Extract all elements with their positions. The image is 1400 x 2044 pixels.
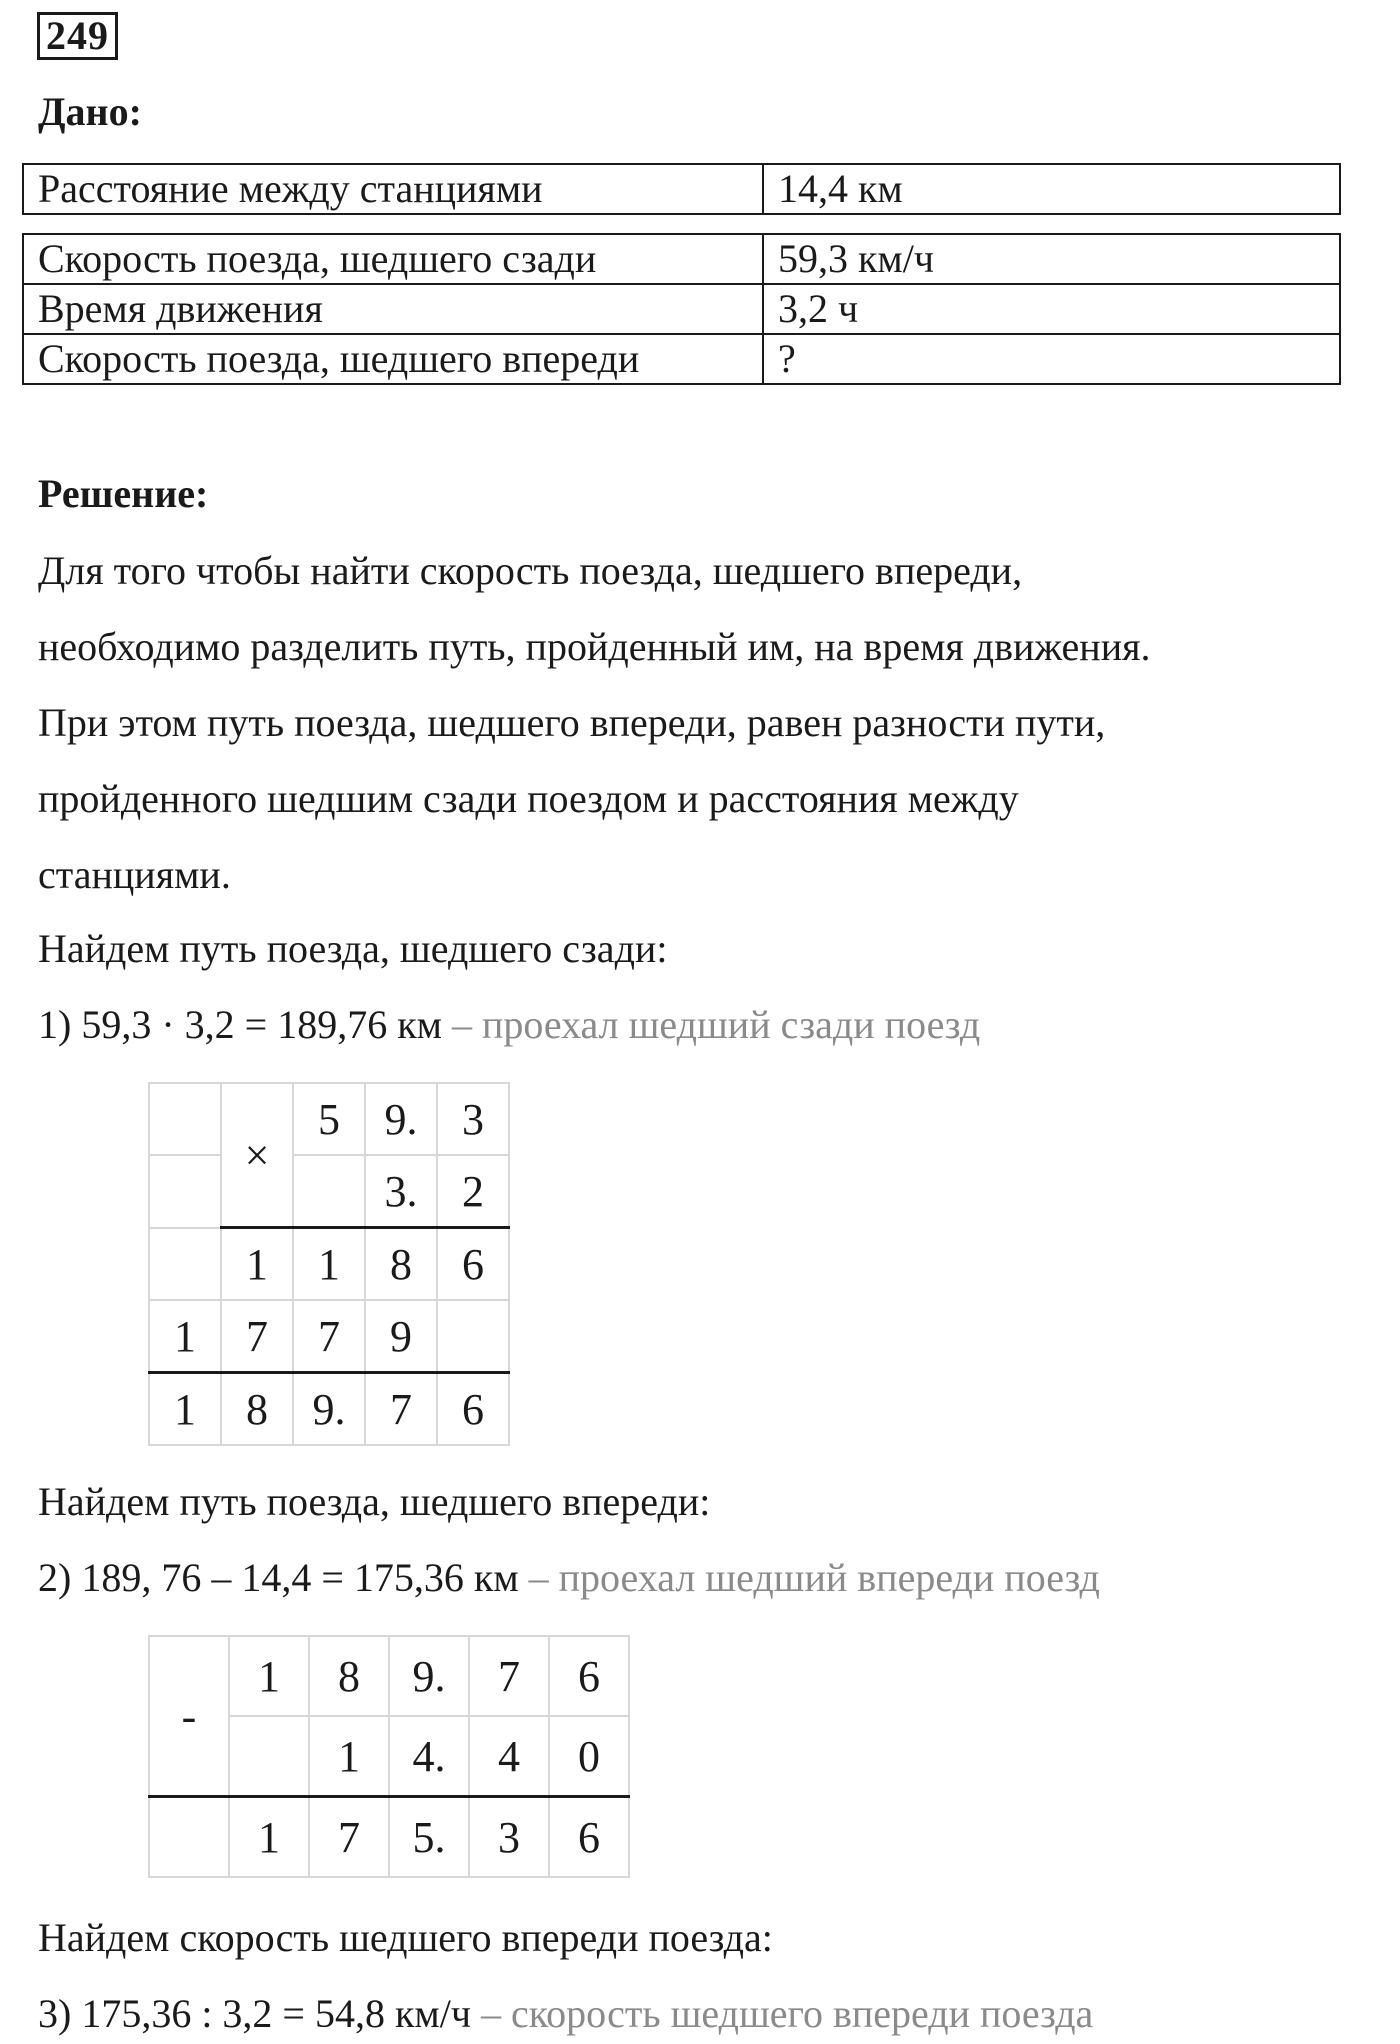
given-value: ? — [763, 334, 1340, 384]
grid-cell: 1 — [149, 1373, 221, 1446]
step3-line — [38, 1990, 1093, 2037]
given-label: Время движения — [23, 284, 763, 334]
given-label: Скорость поезда, шедшего впереди — [23, 334, 763, 384]
grid-cell: 9. — [365, 1083, 437, 1155]
given-row — [23, 234, 1340, 284]
step1-expression: 1) 59,3 · 3,2 = 189,76 км — [38, 1002, 442, 1047]
given-value: 59,3 км/ч — [763, 234, 1340, 284]
solution-paragraph — [38, 533, 1151, 913]
grid-cell: 4 — [469, 1716, 549, 1797]
step3-intro: Найдем скорость шедшего впереди поезда: — [38, 1915, 773, 1960]
grid-cell: 7 — [365, 1373, 437, 1446]
grid-cell: 1 — [221, 1228, 293, 1301]
grid-cell: 6 — [549, 1797, 629, 1878]
given-label: Расстояние между станциями — [23, 164, 763, 214]
paragraph-line: Для того чтобы найти скорость поезда, шедшего впереди, — [38, 548, 1023, 593]
given-value: 14,4 км — [763, 164, 1340, 214]
grid-cell: 1 — [229, 1797, 309, 1878]
grid-row — [149, 1636, 629, 1716]
given-heading: Дано: — [38, 89, 142, 134]
grid-row — [149, 1797, 629, 1878]
step3-note: – скорость шедшего впереди поезда — [480, 1991, 1094, 2036]
subtraction-grid — [148, 1635, 630, 1878]
grid-cell: 3 — [437, 1083, 509, 1155]
grid-cell: 9 — [365, 1300, 437, 1373]
grid-cell — [229, 1716, 309, 1797]
grid-cell: 6 — [437, 1373, 509, 1446]
paragraph-line: пройденного шедшим сзади поездом и расстояния между — [38, 776, 1019, 821]
grid-cell: 1 — [293, 1228, 365, 1301]
step3-expression: 3) 175,36 : 3,2 = 54,8 км/ч — [38, 1991, 471, 2036]
step1-line — [38, 1001, 980, 1048]
grid-cell: 9. — [293, 1373, 365, 1446]
grid-cell — [149, 1155, 221, 1228]
grid-cell: 6 — [549, 1636, 629, 1716]
grid-cell: 8 — [221, 1373, 293, 1446]
given-label: Скорость поезда, шедшего сзади — [23, 234, 763, 284]
step1-note: – проехал шедший сзади поезд — [451, 1002, 981, 1047]
grid-cell: 5 — [293, 1083, 365, 1155]
given-row — [23, 164, 1340, 214]
grid-cell: 4. — [389, 1716, 469, 1797]
grid-cell: 7 — [309, 1797, 389, 1878]
minus-sign: - — [149, 1636, 229, 1797]
grid-cell: 7 — [469, 1636, 549, 1716]
grid-cell — [149, 1228, 221, 1301]
grid-cell: 7 — [221, 1300, 293, 1373]
grid-cell — [149, 1083, 221, 1155]
step1-intro: Найдем путь поезда, шедшего сзади: — [38, 926, 668, 971]
grid-cell — [293, 1155, 365, 1228]
paragraph-line: При этом путь поезда, шедшего впереди, равен разности пути, — [38, 700, 1106, 745]
given-row — [23, 334, 1340, 384]
grid-row — [149, 1155, 509, 1228]
grid-cell: 1 — [309, 1716, 389, 1797]
grid-row — [149, 1083, 509, 1155]
step2-note: – проехал шедший впереди поезд — [528, 1555, 1100, 1600]
given-table-train — [22, 233, 1341, 385]
task-number: 249 — [37, 12, 118, 60]
multiply-sign: × — [221, 1083, 293, 1228]
paragraph-line: станциями. — [38, 852, 231, 897]
step2-expression: 2) 189, 76 – 14,4 = 175,36 км — [38, 1555, 519, 1600]
grid-row — [149, 1300, 509, 1373]
solution-heading: Решение: — [38, 471, 209, 516]
paragraph-line: необходимо разделить путь, пройденный им, на время движения. — [38, 624, 1151, 669]
grid-cell: 8 — [365, 1228, 437, 1301]
grid-cell — [149, 1797, 229, 1878]
multiplication-grid — [148, 1082, 510, 1446]
grid-cell: 1 — [229, 1636, 309, 1716]
grid-cell: 1 — [149, 1300, 221, 1373]
step2-line — [38, 1554, 1100, 1601]
grid-row — [149, 1373, 509, 1446]
step2-intro: Найдем путь поезда, шедшего впереди: — [38, 1479, 711, 1524]
given-value: 3,2 ч — [763, 284, 1340, 334]
grid-cell: 0 — [549, 1716, 629, 1797]
grid-cell: 3 — [469, 1797, 549, 1878]
grid-cell: 5. — [389, 1797, 469, 1878]
grid-cell: 3. — [365, 1155, 437, 1228]
given-table-distance — [22, 163, 1341, 215]
grid-cell: 6 — [437, 1228, 509, 1301]
grid-cell: 8 — [309, 1636, 389, 1716]
grid-cell: 7 — [293, 1300, 365, 1373]
grid-cell: 2 — [437, 1155, 509, 1228]
given-row — [23, 284, 1340, 334]
grid-row — [149, 1228, 509, 1301]
grid-cell — [437, 1300, 509, 1373]
grid-cell: 9. — [389, 1636, 469, 1716]
